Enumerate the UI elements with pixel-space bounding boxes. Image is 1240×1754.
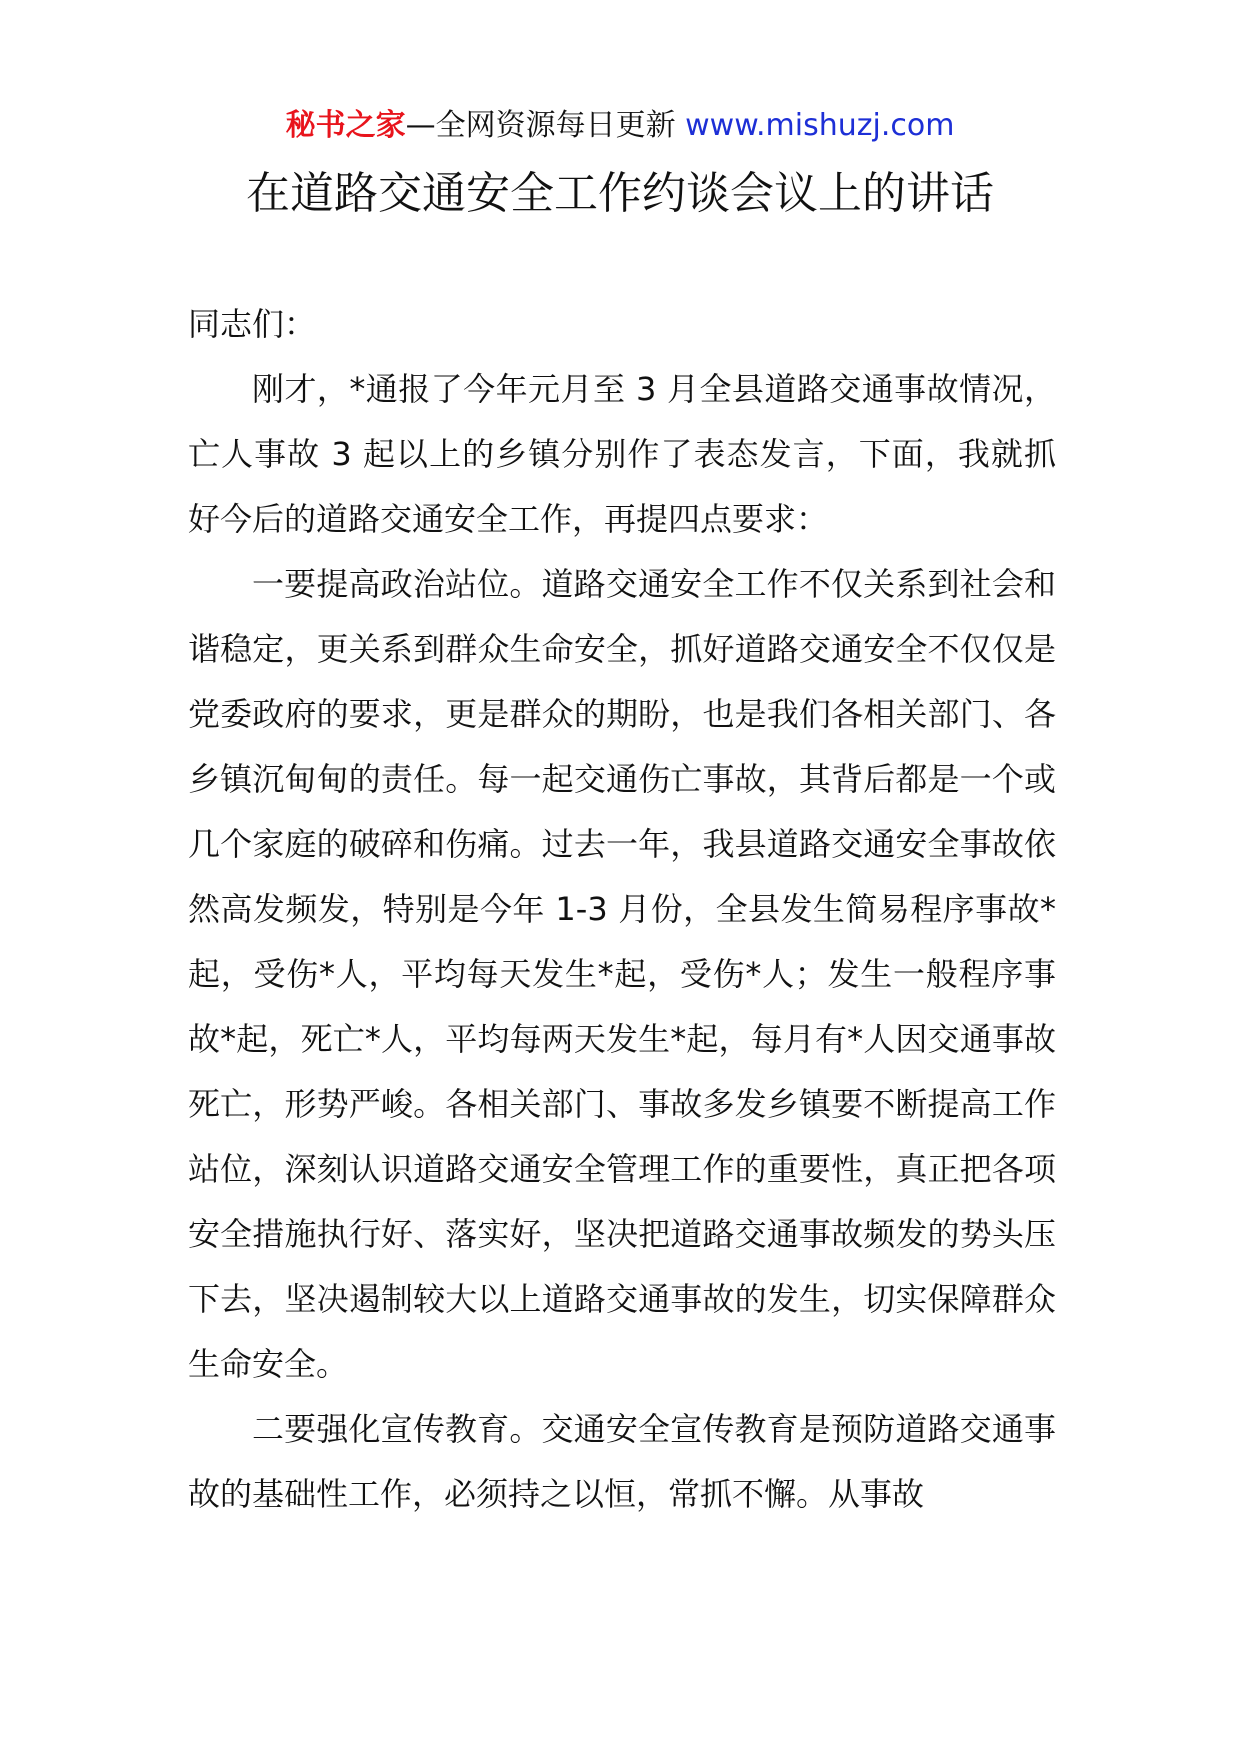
site-banner — [0, 104, 1240, 148]
salutation: 同志们： — [188, 305, 317, 343]
paragraph-intro: 刚才，*通报了今年元月至 3 月全县道路交通事故情况，亡人事故 3 起以上的乡镇分别作了表态发言，下面，我就抓好今后的道路交通安全工作，再提四点要求： — [188, 370, 1056, 538]
document-body — [188, 292, 1056, 1527]
site-url-link[interactable]: www.mishuzj.com — [685, 108, 955, 143]
document-title: 在道路交通安全工作约谈会议上的讲话 — [246, 168, 994, 219]
site-slogan: —全网资源每日更新 — [405, 108, 676, 143]
paragraph-point-two: 二要强化宣传教育。交通安全宣传教育是预防道路交通事故的基础性工作，必须持之以恒，常抓不懈。从事故 — [188, 1410, 1056, 1513]
site-brand: 秘书之家 — [285, 108, 406, 143]
paragraph-point-one: 一要提高政治站位。道路交通安全工作不仅关系到社会和谐稳定，更关系到群众生命安全，抓好道路交通安全不仅仅是党委政府的要求，更是群众的期盼，也是我们各相关部门、各乡镇沉甸甸的责任。每一起交通伤亡事故，其背后都是一个或几个家庭的破碎和伤痛。过去一年，我县道路交通安全事故依然高发频发，特别是今年 1-3 月份，全县发生简易程序事故*起，受伤*人，平均每天发生*起，受伤*人；发生一般程序事故*起，死亡*人，平均每两天发生*起，每月有*人因交通事故死亡，形势严峻。各相关部门、事故多发乡镇要不断提高工作站位，深刻认识道路交通安全管理工作的重要性，真正把各项安全措施执行好、落实好，坚决把道路交通事故频发的势头压下去，坚决遏制较大以上道路交通事故的发生，切实保障群众生命安全。 — [188, 565, 1056, 1383]
